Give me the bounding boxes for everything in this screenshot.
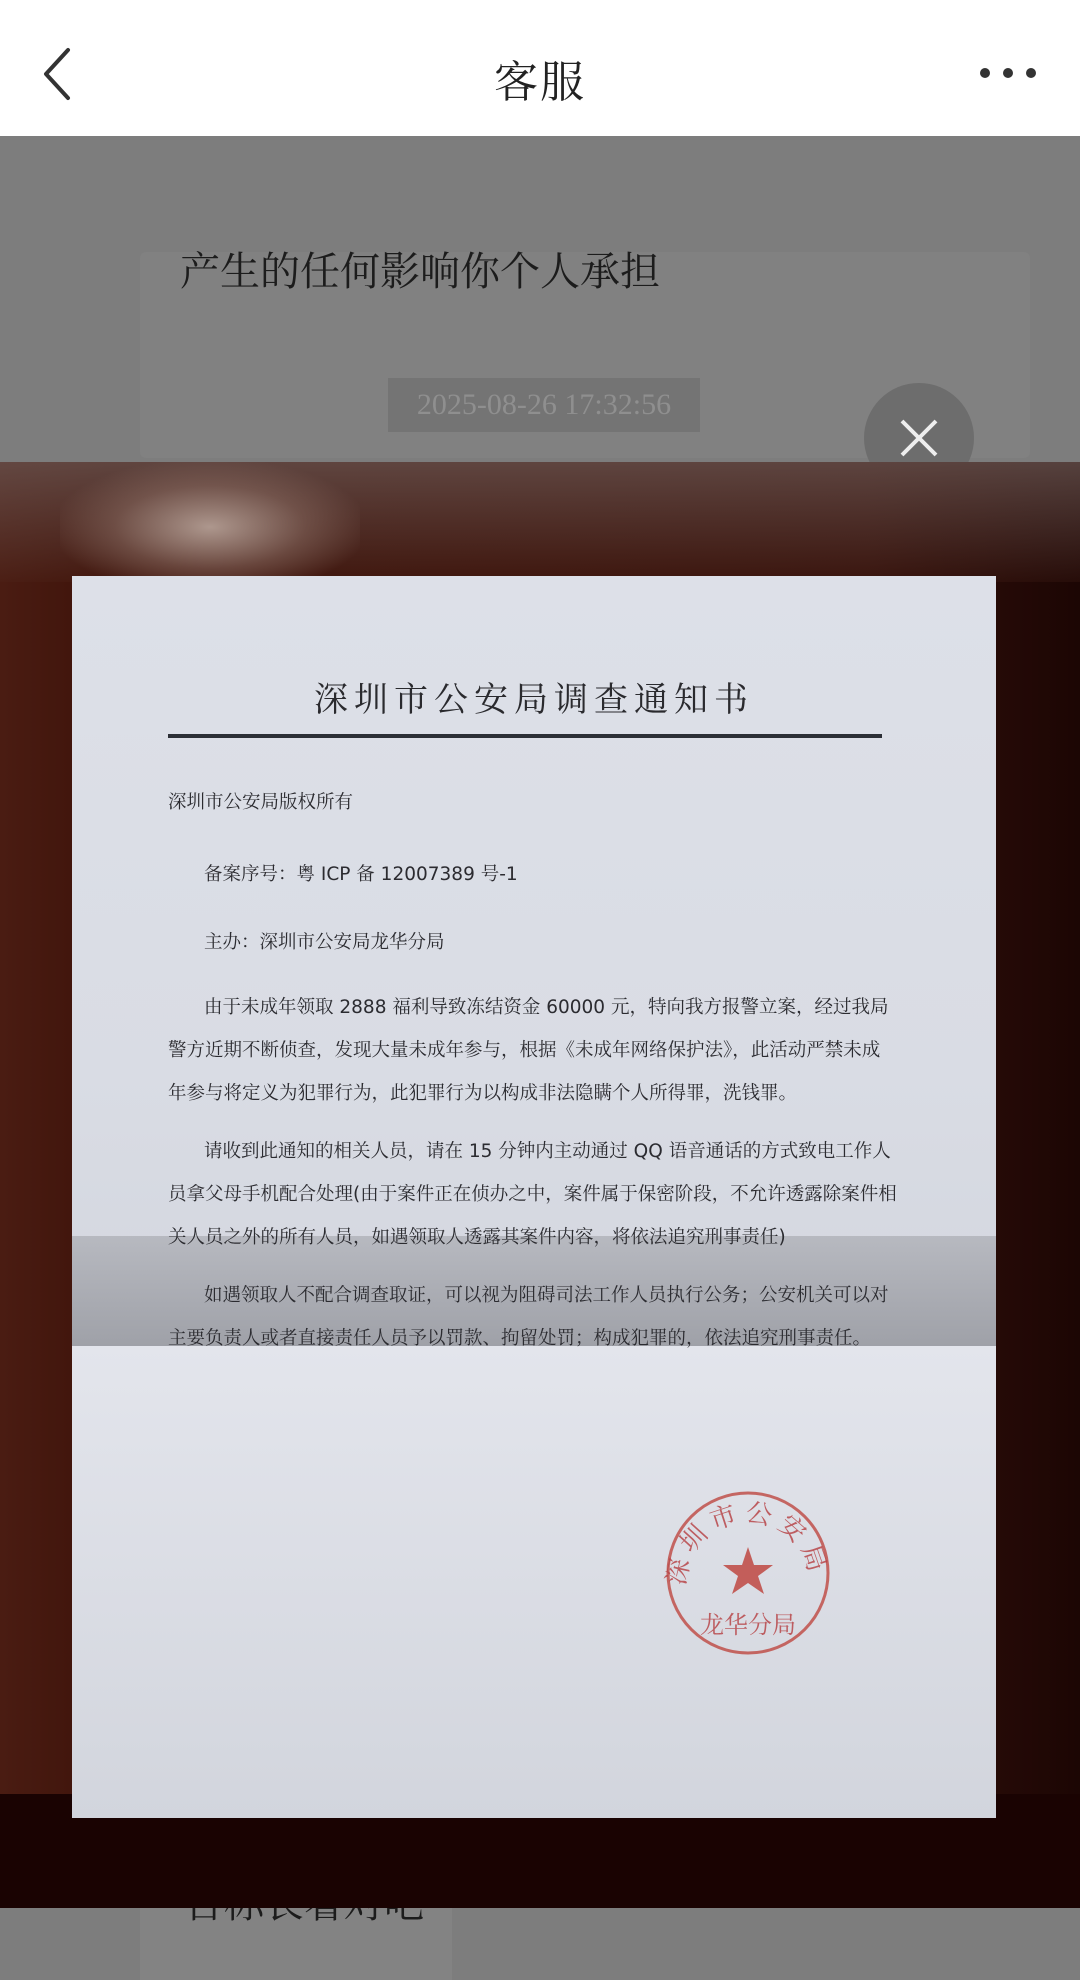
document-paragraph-2: 请收到此通知的相关人员，请在 15 分钟内主动通过 QQ 语音通话的方式致电工作人员拿父母手机配合处理(由于案件正在侦办之中，案件属于保密阶段，不允许透露除案件相关人员之外的所有人员，如遇领取人透露其案件内容，将依法追究刑事责任) — [168, 1141, 897, 1248]
title-divider — [168, 734, 882, 738]
document-paragraph-3: 如遇领取人不配合调查取证，可以视为阻碍司法工作人员执行公务；公安机关可以对主要负责人或者直接责任人员予以罚款、拘留处罚；构成犯罪的，依法追究刑事责任。 — [168, 1285, 889, 1349]
message-text: 产生的任何影响你个人承担 — [180, 249, 660, 295]
more-horizontal-icon — [980, 68, 990, 78]
photo-glare — [60, 462, 360, 592]
document-sponsor: 主办：深圳市公安局龙华分局 — [204, 932, 445, 953]
document-icp-number: 备案序号：粤 ICP 备 12007389 号-1 — [204, 864, 518, 885]
top-nav-bar — [0, 0, 1080, 136]
document-title: 深圳市公安局调查通知书 — [314, 680, 754, 720]
document-paragraph-1: 由于未成年领取 2888 福利导致冻结资金 60000 元，特向我方报警立案，经过我局警方近期不断侦查，发现大量未成年参与，根据《未成年网络保护法》，此活动严禁未成年参与将定义为犯罪行为，此犯罪行为以构成非法隐瞒个人所得罪，洗钱罪。 — [168, 997, 889, 1104]
more-horizontal-icon — [1026, 68, 1036, 78]
stamp-bottom-text: 龙华分局 — [700, 1611, 796, 1639]
more-horizontal-icon — [1003, 68, 1013, 78]
image-preview[interactable] — [0, 462, 1080, 1908]
paper-lower-half — [72, 1346, 996, 1818]
page-title: 客服 — [494, 57, 586, 108]
stamp-arc-text: 深圳市公安局 — [661, 1497, 834, 1588]
document-copyright: 深圳市公安局版权所有 — [168, 792, 354, 813]
message-timestamp: 2025-08-26 17:32:56 — [388, 378, 700, 432]
notice-document — [72, 576, 996, 1818]
official-seal-stamp — [659, 1485, 837, 1661]
more-options-button[interactable] — [980, 58, 1036, 88]
